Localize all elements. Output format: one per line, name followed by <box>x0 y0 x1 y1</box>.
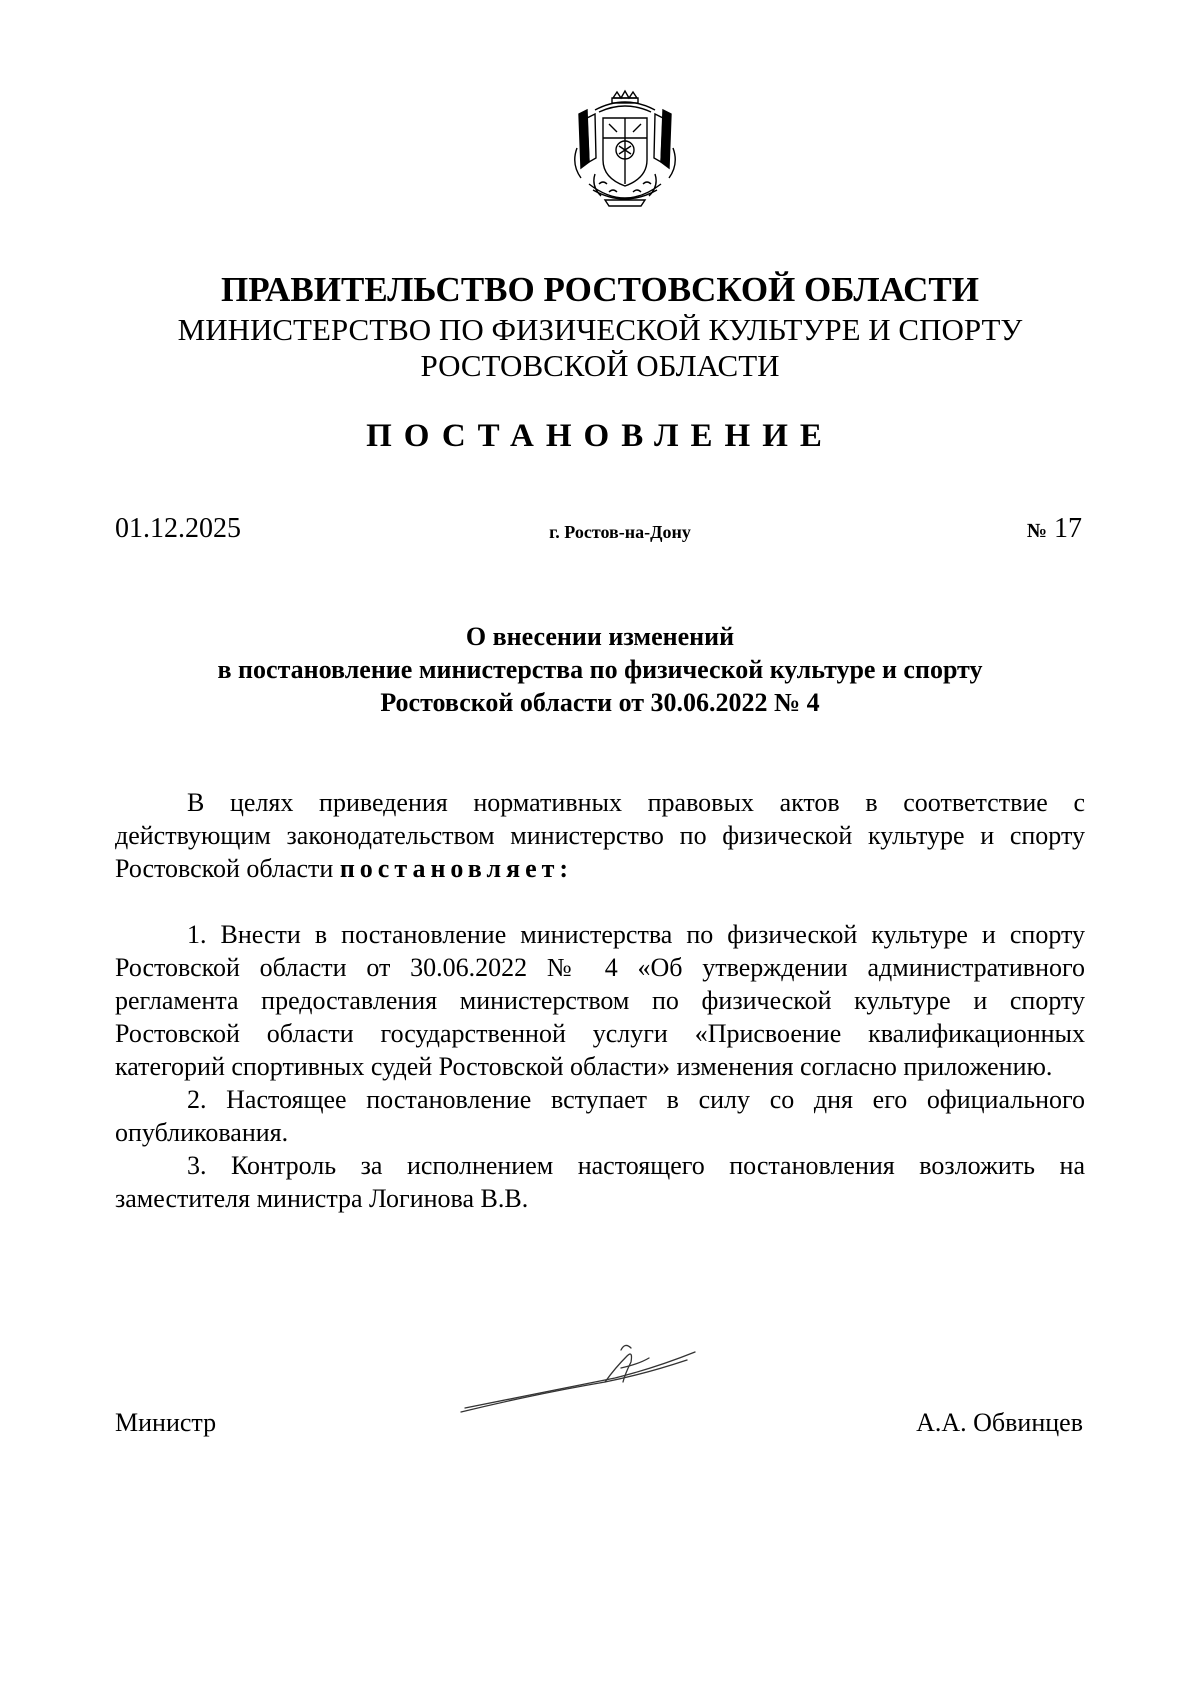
document-type: ПОСТАНОВЛЕНИЕ <box>366 418 834 454</box>
ministry-name <box>0 312 1200 384</box>
subject-line1: О внесении изменений <box>465 622 735 651</box>
item-paragraph-1: 1. Внести в постановление министерства по физической культуре и спорту Ростовской области от 30.06.2022 № 4 «Об утверждении административного регламента предоставления министерством по физической культуре и спорту Ростовской области государственной услуги «Присвоение квалификационных категорий спортивных судей Ростовской области» изменения согласно приложению. <box>115 920 1085 1081</box>
government-title: ПРАВИТЕЛЬСТВО РОСТОВСКОЙ ОБЛАСТИ <box>221 270 979 309</box>
document-body <box>115 786 1085 1215</box>
item-paragraph-2: 2. Настоящее постановление вступает в силу со дня его официального опубликования. <box>115 1085 1085 1147</box>
signatory-title: Министр <box>115 1408 217 1437</box>
signatory-name: А.А. Обвинцев <box>916 1408 1083 1437</box>
number-value: 17 <box>1054 513 1082 544</box>
document-city: г. Ростов-на-Дону <box>549 522 691 542</box>
subject-line3: Ростовской области от 30.06.2022 № 4 <box>380 688 820 717</box>
preamble-paragraph <box>115 786 1085 885</box>
document-number <box>1027 512 1082 548</box>
ministry-name-line1: МИНИСТЕРСТВО ПО ФИЗИЧЕСКОЙ КУЛЬТУРЕ И СПОРТУ <box>177 312 1023 347</box>
ministry-name-line2: РОСТОВСКОЙ ОБЛАСТИ <box>420 348 780 383</box>
document-subject <box>0 620 1200 719</box>
handwritten-signature <box>455 1338 705 1418</box>
number-sign: № <box>1026 520 1047 542</box>
document-date: 01.12.2025 <box>115 513 241 544</box>
preamble-keyword: постановляет: <box>339 854 574 883</box>
preamble-text: В целях приведения нормативных правовых актов в соответствие с действующим законодательством министерство по физической культуре и спорту Ростовской области <box>115 788 1085 883</box>
item-paragraph-3: 3. Контроль за исполнением настоящего постановления возложить на заместителя министра Логинова В.В. <box>115 1151 1085 1213</box>
coat-of-arms-emblem <box>565 88 685 212</box>
subject-line2: в постановление министерства по физической культуре и спорту <box>217 655 983 684</box>
